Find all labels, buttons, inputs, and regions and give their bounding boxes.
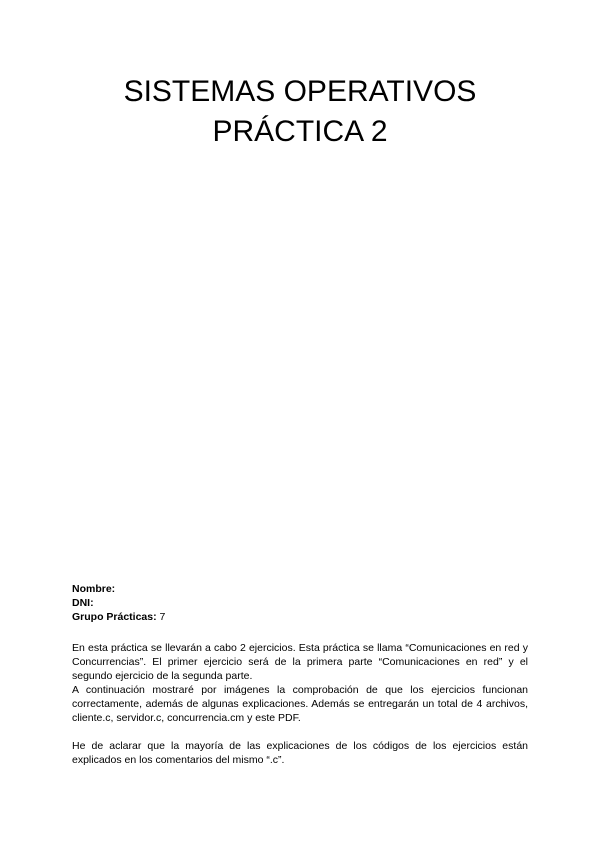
clarification-paragraph: He de aclarar que la mayoría de las explicaciones de los códigos de los ejercicios están explicados en los comentarios del mismo “.c”. [72, 740, 528, 766]
group-row [72, 610, 528, 624]
title-line-subject: SISTEMAS OPERATIVOS [123, 75, 477, 108]
document-title [0, 72, 600, 152]
dni-row [72, 596, 528, 610]
name-row [72, 582, 528, 596]
name-label: Nombre: [72, 583, 116, 595]
document-body [72, 641, 528, 767]
dni-label: DNI: [72, 597, 94, 609]
intro-paragraph: En esta práctica se llevarán a cabo 2 ejercicios. Esta práctica se llama “Comunicaciones en red y Concurrencias”. El primer ejercicio será de la primera parte “Comunicaciones en red” y el segundo ejercicio de la segunda parte. [72, 642, 528, 682]
student-info [72, 582, 528, 624]
group-label: Grupo Prácticas: [72, 611, 157, 623]
title-line-practice: PRÁCTICA 2 [212, 115, 388, 148]
demonstration-paragraph: A continuación mostraré por imágenes la comprobación de que los ejercicios funcionan correctamente, además de algunas explicaciones. Además se entregarán un total de 4 archivos, cliente.c, servidor.c, concurrencia.cm y este PDF. [72, 684, 528, 724]
group-value: 7 [159, 611, 166, 623]
